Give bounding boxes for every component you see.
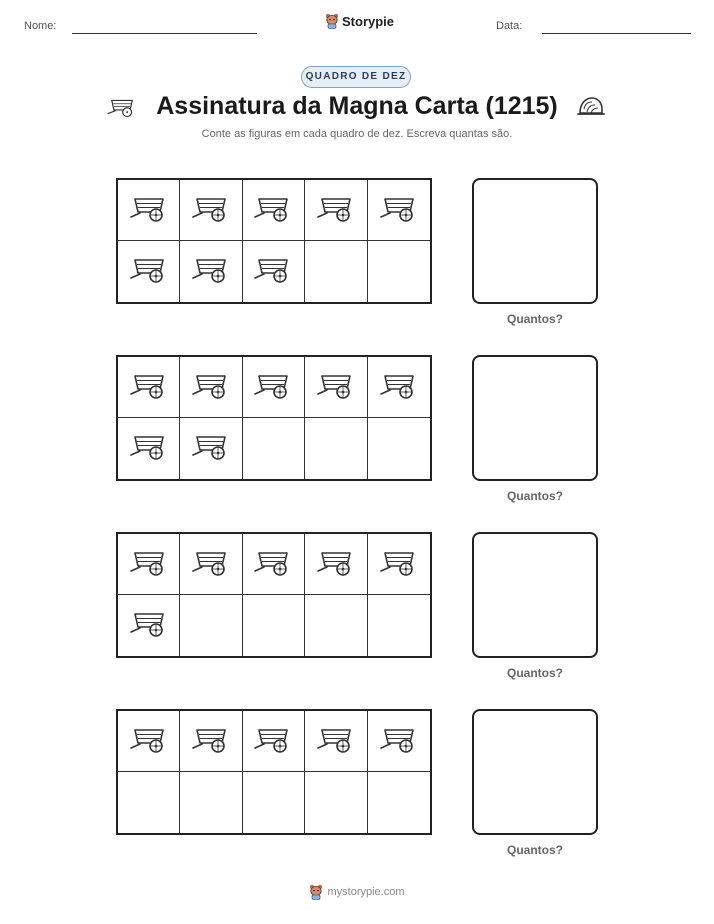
ten-frame-cell — [368, 711, 430, 772]
answer-label: Quantos? — [507, 489, 563, 503]
ten-frame-cell — [243, 180, 305, 241]
ten-frame-cell — [368, 180, 430, 241]
cart-icon — [129, 608, 169, 643]
ten-frame-cell — [118, 595, 180, 656]
cart-icon — [191, 193, 231, 228]
cart-icon — [107, 96, 137, 118]
cart-icon — [316, 724, 356, 759]
answer-box[interactable] — [472, 532, 598, 658]
ten-frame-cell — [180, 772, 242, 833]
cart-icon — [316, 370, 356, 405]
ten-frame-cell — [368, 534, 430, 595]
cart-icon — [129, 370, 169, 405]
cart-icon — [379, 724, 419, 759]
ten-frame-cell — [368, 772, 430, 833]
ten-frame — [116, 355, 432, 481]
cart-icon — [129, 547, 169, 582]
cart-icon — [129, 724, 169, 759]
cart-icon — [129, 431, 169, 466]
cart-icon — [253, 547, 293, 582]
ten-frame — [116, 178, 432, 304]
ten-frame-cell — [305, 418, 367, 479]
answer-label: Quantos? — [507, 312, 563, 326]
ten-frame-cell — [180, 711, 242, 772]
ten-frame-cell — [368, 357, 430, 418]
ten-frame-cell — [305, 180, 367, 241]
cart-icon — [191, 370, 231, 405]
ten-frame-cell — [180, 241, 242, 302]
ten-frame-cell — [118, 241, 180, 302]
cart-icon — [379, 547, 419, 582]
ten-frame-cell — [118, 357, 180, 418]
mascot-icon — [325, 13, 339, 29]
ten-frame-cell — [305, 711, 367, 772]
cart-icon — [191, 254, 231, 289]
brand-logo — [325, 13, 394, 29]
ten-frame — [116, 709, 432, 835]
cart-icon — [253, 254, 293, 289]
cart-icon — [191, 724, 231, 759]
cart-icon — [253, 193, 293, 228]
ten-frame-cell — [243, 772, 305, 833]
ten-frame-cell — [243, 357, 305, 418]
ten-frame-cell — [368, 241, 430, 302]
cart-icon — [379, 193, 419, 228]
worksheet-type-badge: QUADRO DE DEZ — [301, 66, 411, 88]
date-label: Data: — [496, 20, 523, 32]
ten-frame-cell — [305, 357, 367, 418]
ten-frame-cell — [180, 418, 242, 479]
ten-frame-cell — [368, 595, 430, 656]
helmet-icon — [577, 95, 605, 119]
ten-frame-cell — [118, 711, 180, 772]
brand-name: Storypie — [342, 13, 395, 29]
date-line[interactable] — [542, 33, 691, 34]
ten-frame-cell — [118, 772, 180, 833]
ten-frame-cell — [368, 418, 430, 479]
answer-box[interactable] — [472, 355, 598, 481]
footer — [0, 884, 714, 900]
mascot-icon — [309, 884, 323, 900]
ten-frame — [116, 532, 432, 658]
cart-icon — [253, 370, 293, 405]
ten-frame-cell — [305, 772, 367, 833]
ten-frame-cell — [180, 534, 242, 595]
instructions: Conte as figuras em cada quadro de dez. Escreva quantas são. — [201, 128, 513, 140]
ten-frame-cell — [305, 241, 367, 302]
footer-url: mystorypie.com — [327, 886, 405, 898]
answer-label: Quantos? — [507, 843, 563, 857]
cart-icon — [191, 547, 231, 582]
ten-frame-cell — [180, 595, 242, 656]
answer-box[interactable] — [472, 178, 598, 304]
ten-frame-cell — [305, 595, 367, 656]
name-label: Nome: — [24, 20, 57, 32]
answer-label: Quantos? — [507, 666, 563, 680]
ten-frame-cell — [243, 595, 305, 656]
cart-icon — [129, 254, 169, 289]
ten-frame-cell — [243, 711, 305, 772]
cart-icon — [316, 547, 356, 582]
page-title: Assinatura da Magna Carta (1215) — [156, 92, 558, 120]
ten-frame-cell — [118, 534, 180, 595]
ten-frame-cell — [118, 180, 180, 241]
name-line[interactable] — [72, 33, 257, 34]
cart-icon — [316, 193, 356, 228]
ten-frame-cell — [180, 357, 242, 418]
ten-frame-cell — [243, 534, 305, 595]
ten-frame-cell — [305, 534, 367, 595]
answer-box[interactable] — [472, 709, 598, 835]
ten-frame-cell — [243, 418, 305, 479]
cart-icon — [129, 193, 169, 228]
ten-frame-cell — [118, 418, 180, 479]
cart-icon — [191, 431, 231, 466]
cart-icon — [253, 724, 293, 759]
ten-frame-cell — [180, 180, 242, 241]
ten-frame-cell — [243, 241, 305, 302]
cart-icon — [379, 370, 419, 405]
